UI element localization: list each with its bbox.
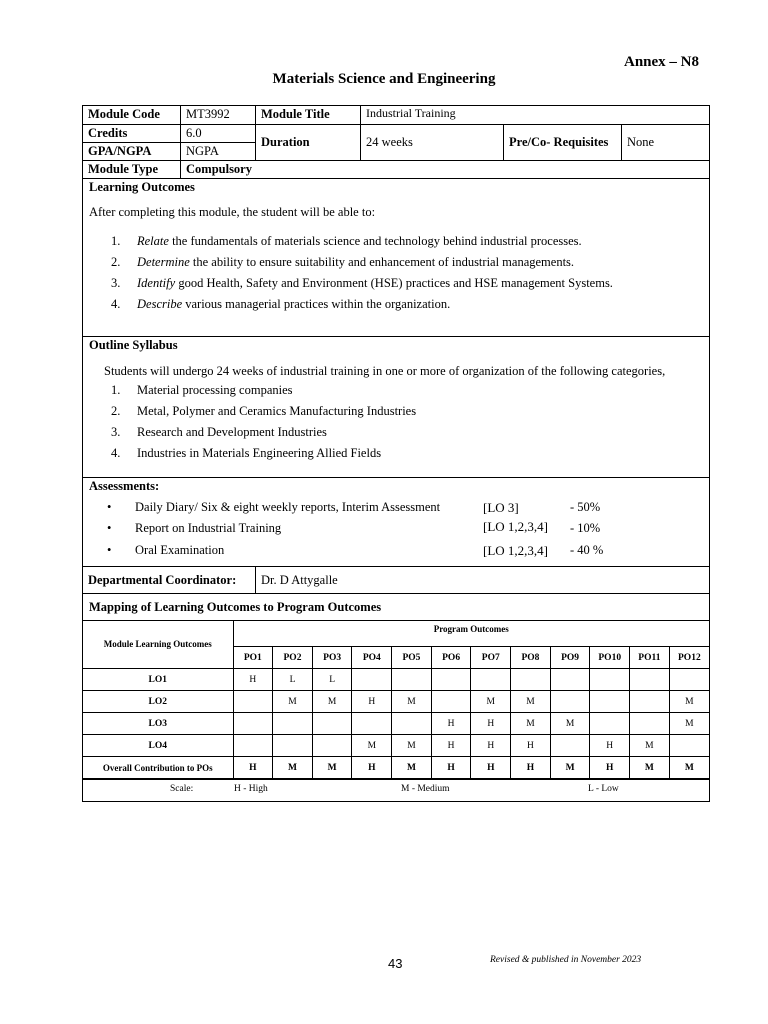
duration-value: 24 weeks <box>361 125 504 160</box>
mapping-cell: H <box>511 735 551 757</box>
overall-cell: H <box>471 757 511 779</box>
module-title-value: Industrial Training <box>366 106 456 120</box>
mapping-cell <box>352 713 392 735</box>
overall-cell: M <box>273 757 313 779</box>
mapping-cell <box>233 735 273 757</box>
module-table <box>82 105 710 802</box>
scale-row <box>83 779 709 801</box>
assessment-weight: - 10% <box>570 521 601 535</box>
outcome-verb: Determine <box>137 255 190 269</box>
assessments-section <box>83 478 709 567</box>
scale-label: Scale: <box>170 784 194 794</box>
scale-low: L - Low <box>588 784 619 794</box>
learning-outcomes-section <box>83 179 709 337</box>
assessments-heading: Assessments: <box>89 479 160 493</box>
mapping-cell: M <box>392 735 432 757</box>
mapping-cell: M <box>511 691 551 713</box>
overall-cell: M <box>312 757 352 779</box>
mapping-cell <box>511 669 551 691</box>
assessment-text: Oral Examination <box>135 543 225 557</box>
mapping-cell <box>550 669 590 691</box>
item-number: 4. <box>111 446 121 460</box>
list-item <box>111 446 703 467</box>
mapping-cell: M <box>392 691 432 713</box>
item-number: 4. <box>111 297 121 311</box>
list-item <box>111 425 703 446</box>
overall-cell: H <box>431 757 471 779</box>
table-row <box>83 691 709 713</box>
po-column-header: PO6 <box>431 647 471 669</box>
module-title-label: Module Title <box>256 106 361 124</box>
syllabus-list <box>111 383 703 467</box>
learning-outcomes-heading: Learning Outcomes <box>89 180 195 194</box>
overall-cell: M <box>550 757 590 779</box>
overall-cell: M <box>669 757 709 779</box>
mapping-cell: M <box>669 691 709 713</box>
table-row <box>83 735 709 757</box>
mapping-cell: M <box>273 691 313 713</box>
mapping-cell: M <box>669 713 709 735</box>
list-item <box>111 383 703 404</box>
list-item <box>111 404 703 425</box>
po-column-header: PO4 <box>352 647 392 669</box>
assessment-lo: [LO 3] <box>483 500 519 515</box>
page-number: 43 <box>388 956 403 971</box>
item-number: 2. <box>111 255 121 269</box>
assessment-lo: [LO 1,2,3,4] <box>483 543 548 558</box>
mapping-cell <box>233 691 273 713</box>
mapping-cell: H <box>352 691 392 713</box>
page-title: Materials Science and Engineering <box>272 71 496 87</box>
overall-label: Overall Contribution to POs <box>83 757 233 779</box>
lo-label: LO4 <box>83 735 233 757</box>
mapping-cell <box>550 691 590 713</box>
po-column-header: PO7 <box>471 647 511 669</box>
outcome-text: the fundamentals of materials science and technology behind industrial processes. <box>168 234 582 248</box>
mapping-cell <box>312 735 352 757</box>
module-code-label: Module Code <box>83 106 181 124</box>
scale-medium: M - Medium <box>401 784 450 794</box>
item-number: 3. <box>111 425 121 439</box>
prereq-value: None <box>627 135 655 149</box>
prereq-label: Pre/Co- Requisites <box>504 125 622 160</box>
mapping-cell <box>669 735 709 757</box>
learning-outcomes-list <box>111 234 703 318</box>
revision-note: Revised & published in November 2023 <box>490 955 642 965</box>
item-text: Metal, Polymer and Ceramics Manufacturing Industries <box>137 404 417 418</box>
po-column-header: PO10 <box>590 647 630 669</box>
overall-cell: H <box>233 757 273 779</box>
assessment-text: Report on Industrial Training <box>135 521 282 535</box>
bullet-icon: • <box>107 543 112 557</box>
duration-label: Duration <box>256 125 361 160</box>
list-item <box>107 500 687 520</box>
mapping-cell: M <box>511 713 551 735</box>
list-item <box>111 234 703 255</box>
mapping-cell: M <box>352 735 392 757</box>
list-item <box>111 276 703 297</box>
overall-contribution-row <box>83 757 709 779</box>
item-text: Material processing companies <box>137 383 293 397</box>
item-number: 2. <box>111 404 121 418</box>
mapping-cell <box>669 669 709 691</box>
table-row <box>83 669 709 691</box>
item-text: Industries in Materials Engineering Allied Fields <box>137 446 382 460</box>
mapping-cell: H <box>431 735 471 757</box>
mapping-cell <box>431 691 471 713</box>
item-number: 1. <box>111 383 121 397</box>
syllabus-intro: Students will undergo 24 weeks of industrial training in one or more of organization of the following categories, <box>104 364 666 378</box>
module-code-value: MT3992 <box>181 106 256 124</box>
mapping-cell: M <box>630 735 670 757</box>
credits-value: 6.0 <box>186 126 202 140</box>
po-column-header: PO5 <box>392 647 432 669</box>
mapping-heading: Mapping of Learning Outcomes to Program Outcomes <box>83 594 709 621</box>
mapping-cell <box>590 691 630 713</box>
item-text: Research and Development Industries <box>137 425 327 439</box>
mapping-cell: H <box>431 713 471 735</box>
item-number: 3. <box>111 276 121 290</box>
mapping-cell <box>471 669 511 691</box>
mapping-cell <box>590 713 630 735</box>
po-column-header: PO9 <box>550 647 590 669</box>
po-column-header: PO1 <box>233 647 273 669</box>
lo-label: LO3 <box>83 713 233 735</box>
mlo-header: Module Learning Outcomes <box>83 621 233 669</box>
assessment-text: Daily Diary/ Six & eight weekly reports, Interim Assessment <box>135 500 441 514</box>
mapping-cell <box>273 713 313 735</box>
mapping-cell <box>630 669 670 691</box>
syllabus-heading: Outline Syllabus <box>89 338 178 352</box>
mapping-cell: M <box>312 691 352 713</box>
outcome-verb: Describe <box>137 297 183 311</box>
mapping-cell: H <box>233 669 273 691</box>
overall-cell: H <box>590 757 630 779</box>
gpa-label: GPA/NGPA <box>83 143 181 160</box>
lo-label: LO2 <box>83 691 233 713</box>
outcome-text: various managerial practices within the organization. <box>182 297 451 311</box>
mapping-cell <box>630 713 670 735</box>
po-column-header: PO11 <box>630 647 670 669</box>
bullet-icon: • <box>107 500 112 514</box>
mapping-cell <box>392 669 432 691</box>
mapping-cell: H <box>471 735 511 757</box>
assessment-weight: - 50% <box>570 500 601 514</box>
po-column-header: PO8 <box>511 647 551 669</box>
mapping-cell <box>233 713 273 735</box>
scale-high: H - High <box>234 784 268 794</box>
overall-cell: M <box>392 757 432 779</box>
list-item <box>111 297 703 318</box>
item-number: 1. <box>111 234 121 248</box>
annex-label: Annex – N8 <box>624 54 700 70</box>
assessment-lo: [LO 1,2,3,4] <box>483 519 548 534</box>
module-type-value: Compulsory <box>186 162 252 176</box>
po-column-header: PO3 <box>312 647 352 669</box>
coordinator-label: Departmental Coordinator: <box>83 567 256 593</box>
overall-cell: H <box>352 757 392 779</box>
list-item <box>107 521 687 541</box>
mapping-cell: L <box>273 669 313 691</box>
outcome-text: good Health, Safety and Environment (HSE) practices and HSE management Systems. <box>175 276 613 290</box>
mapping-cell: M <box>550 713 590 735</box>
po-column-header: PO2 <box>273 647 313 669</box>
overall-cell: H <box>511 757 551 779</box>
mapping-cell <box>273 735 313 757</box>
outcome-verb: Identify <box>137 276 176 290</box>
outcome-verb: Relate <box>137 234 169 248</box>
list-item <box>111 255 703 276</box>
table-row <box>83 713 709 735</box>
mapping-cell <box>630 691 670 713</box>
syllabus-section <box>83 337 709 478</box>
overall-cell: M <box>630 757 670 779</box>
mapping-cell <box>590 669 630 691</box>
mapping-cell: H <box>471 713 511 735</box>
coordinator-name: Dr. D Attygalle <box>261 572 338 587</box>
outcome-text: the ability to ensure suitability and enhancement of industrial managements. <box>189 255 575 269</box>
mapping-cell: H <box>590 735 630 757</box>
mapping-cell <box>550 735 590 757</box>
gpa-value: NGPA <box>186 144 219 158</box>
mapping-cell <box>312 713 352 735</box>
lo-label: LO1 <box>83 669 233 691</box>
mapping-cell <box>392 713 432 735</box>
po-column-header: PO12 <box>669 647 709 669</box>
learning-outcomes-intro: After completing this module, the student will be able to: <box>89 205 376 219</box>
credits-label: Credits <box>83 125 181 142</box>
bullet-icon: • <box>107 521 112 535</box>
list-item <box>107 543 687 563</box>
mapping-cell <box>352 669 392 691</box>
mapping-table <box>83 621 709 779</box>
mapping-cell: L <box>312 669 352 691</box>
mapping-cell: M <box>471 691 511 713</box>
module-type-label: Module Type <box>83 161 181 178</box>
po-header: Program Outcomes <box>233 621 709 647</box>
mapping-cell <box>431 669 471 691</box>
assessment-weight: - 40 % <box>570 543 604 557</box>
